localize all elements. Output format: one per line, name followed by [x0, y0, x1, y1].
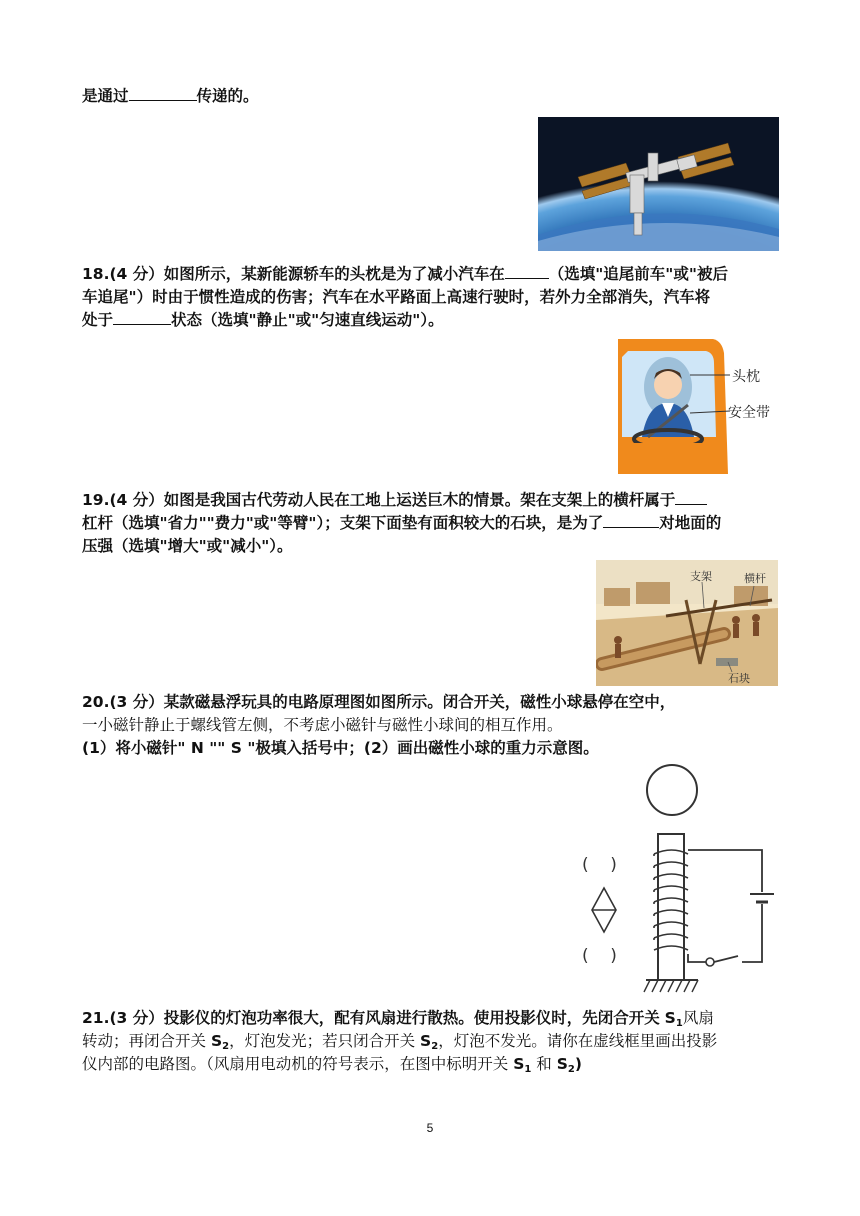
- question-21-line-2: 转动；再闭合开关 $S_2$，灯泡发光；若只闭合开关 $S_2$，灯泡不发光。请你在虚线框里画出投影: [82, 1032, 718, 1052]
- question-18-line-3: 处于 状态（选填"静止"或"匀速直线运动"）。: [82, 311, 444, 329]
- answer-blank[interactable]: [505, 264, 549, 279]
- maglev-circuit-diagram: [572, 762, 780, 998]
- needle-bottom-paren: ( ): [582, 946, 617, 966]
- question-18-line-1: 18.(4 分）如图所示，某新能源轿车的头枕是为了减小汽车在 （选填"追尾前车"或"被后: [82, 265, 728, 283]
- ancient-log-transport-image: [596, 560, 778, 686]
- car-headrest-image: [618, 339, 786, 474]
- label-seatbelt: 安全带: [728, 405, 770, 421]
- label-stone: 石块: [728, 672, 750, 685]
- label-beam: 横杆: [744, 572, 766, 585]
- question-18-line-2: 车追尾"）时由于惯性造成的伤害；汽车在水平路面上高速行驶时，若外力全部消失，汽车将: [82, 288, 711, 306]
- question-20-line-1: 20.(3 分）某款磁悬浮玩具的电路原理图如图所示。闭合开关，磁性小球悬停在空中，: [82, 693, 676, 711]
- label-headrest: 头枕: [732, 369, 760, 385]
- question-21-line-1: 21.(3 分）投影仪的灯泡功率很大，配有风扇进行散热。使用投影仪时，先闭合开关 $S_1$风扇: [82, 1009, 714, 1029]
- space-station-image: [538, 117, 779, 251]
- question-20-line-2: 一小磁针静止于螺线管左侧，不考虑小磁针与磁性小球间的相互作用。: [82, 716, 563, 734]
- question-19-line-3: 压强（选填"增大"或"减小"）。: [82, 537, 293, 555]
- answer-blank[interactable]: [675, 490, 707, 505]
- answer-blank[interactable]: [603, 513, 659, 528]
- question-20-line-3: (1）将小磁针" N "" S "极填入括号中；(2）画出磁性小球的重力示意图。: [82, 739, 599, 757]
- question-17-tail: 是通过 传递的。: [82, 87, 259, 105]
- needle-top-paren: ( ): [582, 855, 617, 875]
- answer-blank[interactable]: [129, 86, 197, 101]
- label-support: 支架: [690, 570, 712, 583]
- question-19-line-2: 杠杆（选填"省力""费力"或"等臂"）；支架下面垫有面积较大的石块，是为了 对地面的: [82, 514, 722, 532]
- answer-blank[interactable]: [113, 310, 171, 325]
- question-19-line-1: 19.(4 分）如图是我国古代劳动人民在工地上运送巨木的情景。架在支架上的横杆属于: [82, 490, 707, 510]
- question-21-line-3: 仪内部的电路图。（风扇用电动机的符号表示，在图中标明开关 $S_1$ 和 $S_2$): [82, 1055, 582, 1075]
- page-number: 5: [426, 1121, 434, 1135]
